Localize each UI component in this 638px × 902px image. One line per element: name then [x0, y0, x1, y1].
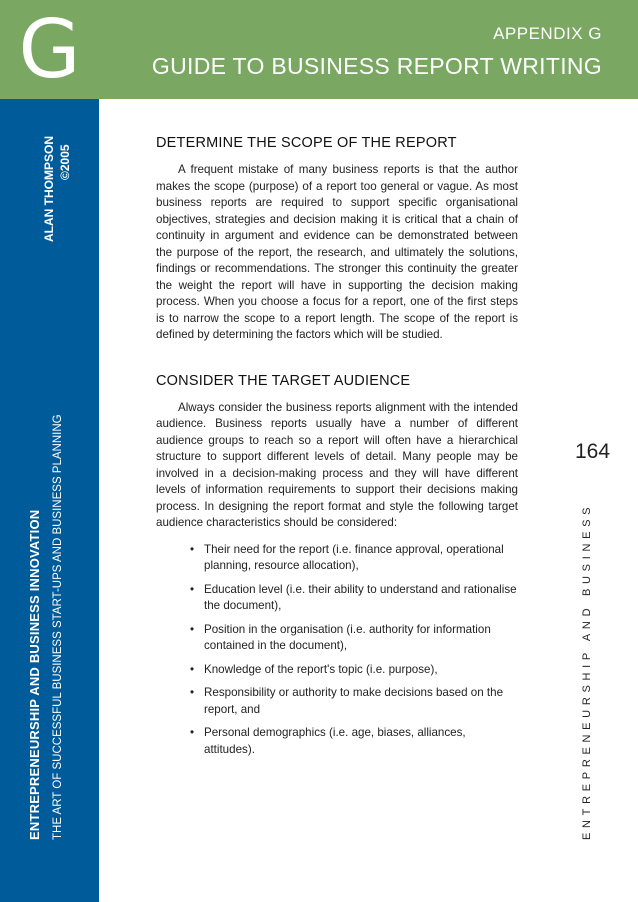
- list-item: [190, 662, 518, 679]
- section-heading: DETERMINE THE SCOPE OF THE REPORT: [156, 135, 457, 151]
- appendix-label: APPENDIX G: [493, 24, 602, 43]
- section-paragraph: A frequent mistake of many business reports is that the author makes the scope (purpose) of a report too general or vague. As most business reports are required to support specific organisational objectives, strategies and decision making it is critical that a chain of continuity in argument and evidence can be demonstrated between the purpose of the report, the research, and ultimately the solutions, findings or recommendations. The stronger this continuity the greater the weight the report will have in supporting the decision making process. When you choose a focus for a report, one of the first steps is to narrow the scope to a report length. The scope of the report is defined by determining the factors which will be studied.: [156, 163, 518, 341]
- chapter-letter: G: [0, 0, 99, 99]
- list-item: [190, 582, 518, 615]
- main-content: [156, 135, 518, 765]
- bullet-icon: •: [190, 622, 195, 636]
- list-item-text: Position in the organisation (i.e. authority for information contained in the document),: [204, 622, 491, 652]
- bullet-icon: •: [190, 662, 195, 676]
- bullet-icon: •: [190, 686, 195, 699]
- author-name: ALAN THOMPSON: [42, 136, 56, 242]
- audience-characteristics-list: [156, 542, 518, 759]
- list-item-text: Their need for the report (i.e. finance approval, operational planning, resource allocation),: [204, 542, 504, 572]
- bullet-icon: •: [190, 726, 195, 739]
- header-band: [99, 0, 638, 99]
- page-title: GUIDE TO BUSINESS REPORT WRITING: [151, 53, 602, 79]
- list-item: [190, 685, 518, 718]
- section-paragraph: Always consider the business reports alignment with the intended audience. Business reports usually have a number of different audience groups to reach so a report will often have a hierarchical structure to support different levels of detail. Many people may be involved in a decision-making process and they will have different levels of information requirements to support their decisions making process. In designing the report format and style the following target audience characteristics should be considered:: [156, 400, 518, 529]
- bullet-icon: •: [190, 582, 195, 596]
- list-item-text: Responsibility or authority to make decisions based on the report, and: [204, 686, 504, 716]
- book-subtitle: THE ART OF SUCCESSFUL BUSINESS START-UPS AND BUSINESS PLANNING: [52, 414, 64, 840]
- running-title: ENTREPRENEURSHIP AND BUSINESS: [581, 502, 593, 840]
- bullet-icon: •: [190, 542, 195, 556]
- list-item-text: Education level (i.e. their ability to understand and rationalise the document),: [204, 582, 517, 612]
- list-item-text: Personal demographics (i.e. age, biases, alliances, attitudes).: [204, 726, 466, 756]
- book-title: ENTREPRENEURSHIP AND BUSINESS INNOVATION: [27, 509, 42, 840]
- page-number: 164: [575, 440, 611, 463]
- list-item-text: Knowledge of the report's topic (i.e. purpose),: [204, 662, 438, 676]
- copyright: ©2005: [58, 144, 72, 180]
- list-item: [190, 622, 518, 655]
- section-heading: CONSIDER THE TARGET AUDIENCE: [156, 372, 411, 389]
- list-item: [190, 725, 518, 758]
- list-item: [190, 542, 518, 575]
